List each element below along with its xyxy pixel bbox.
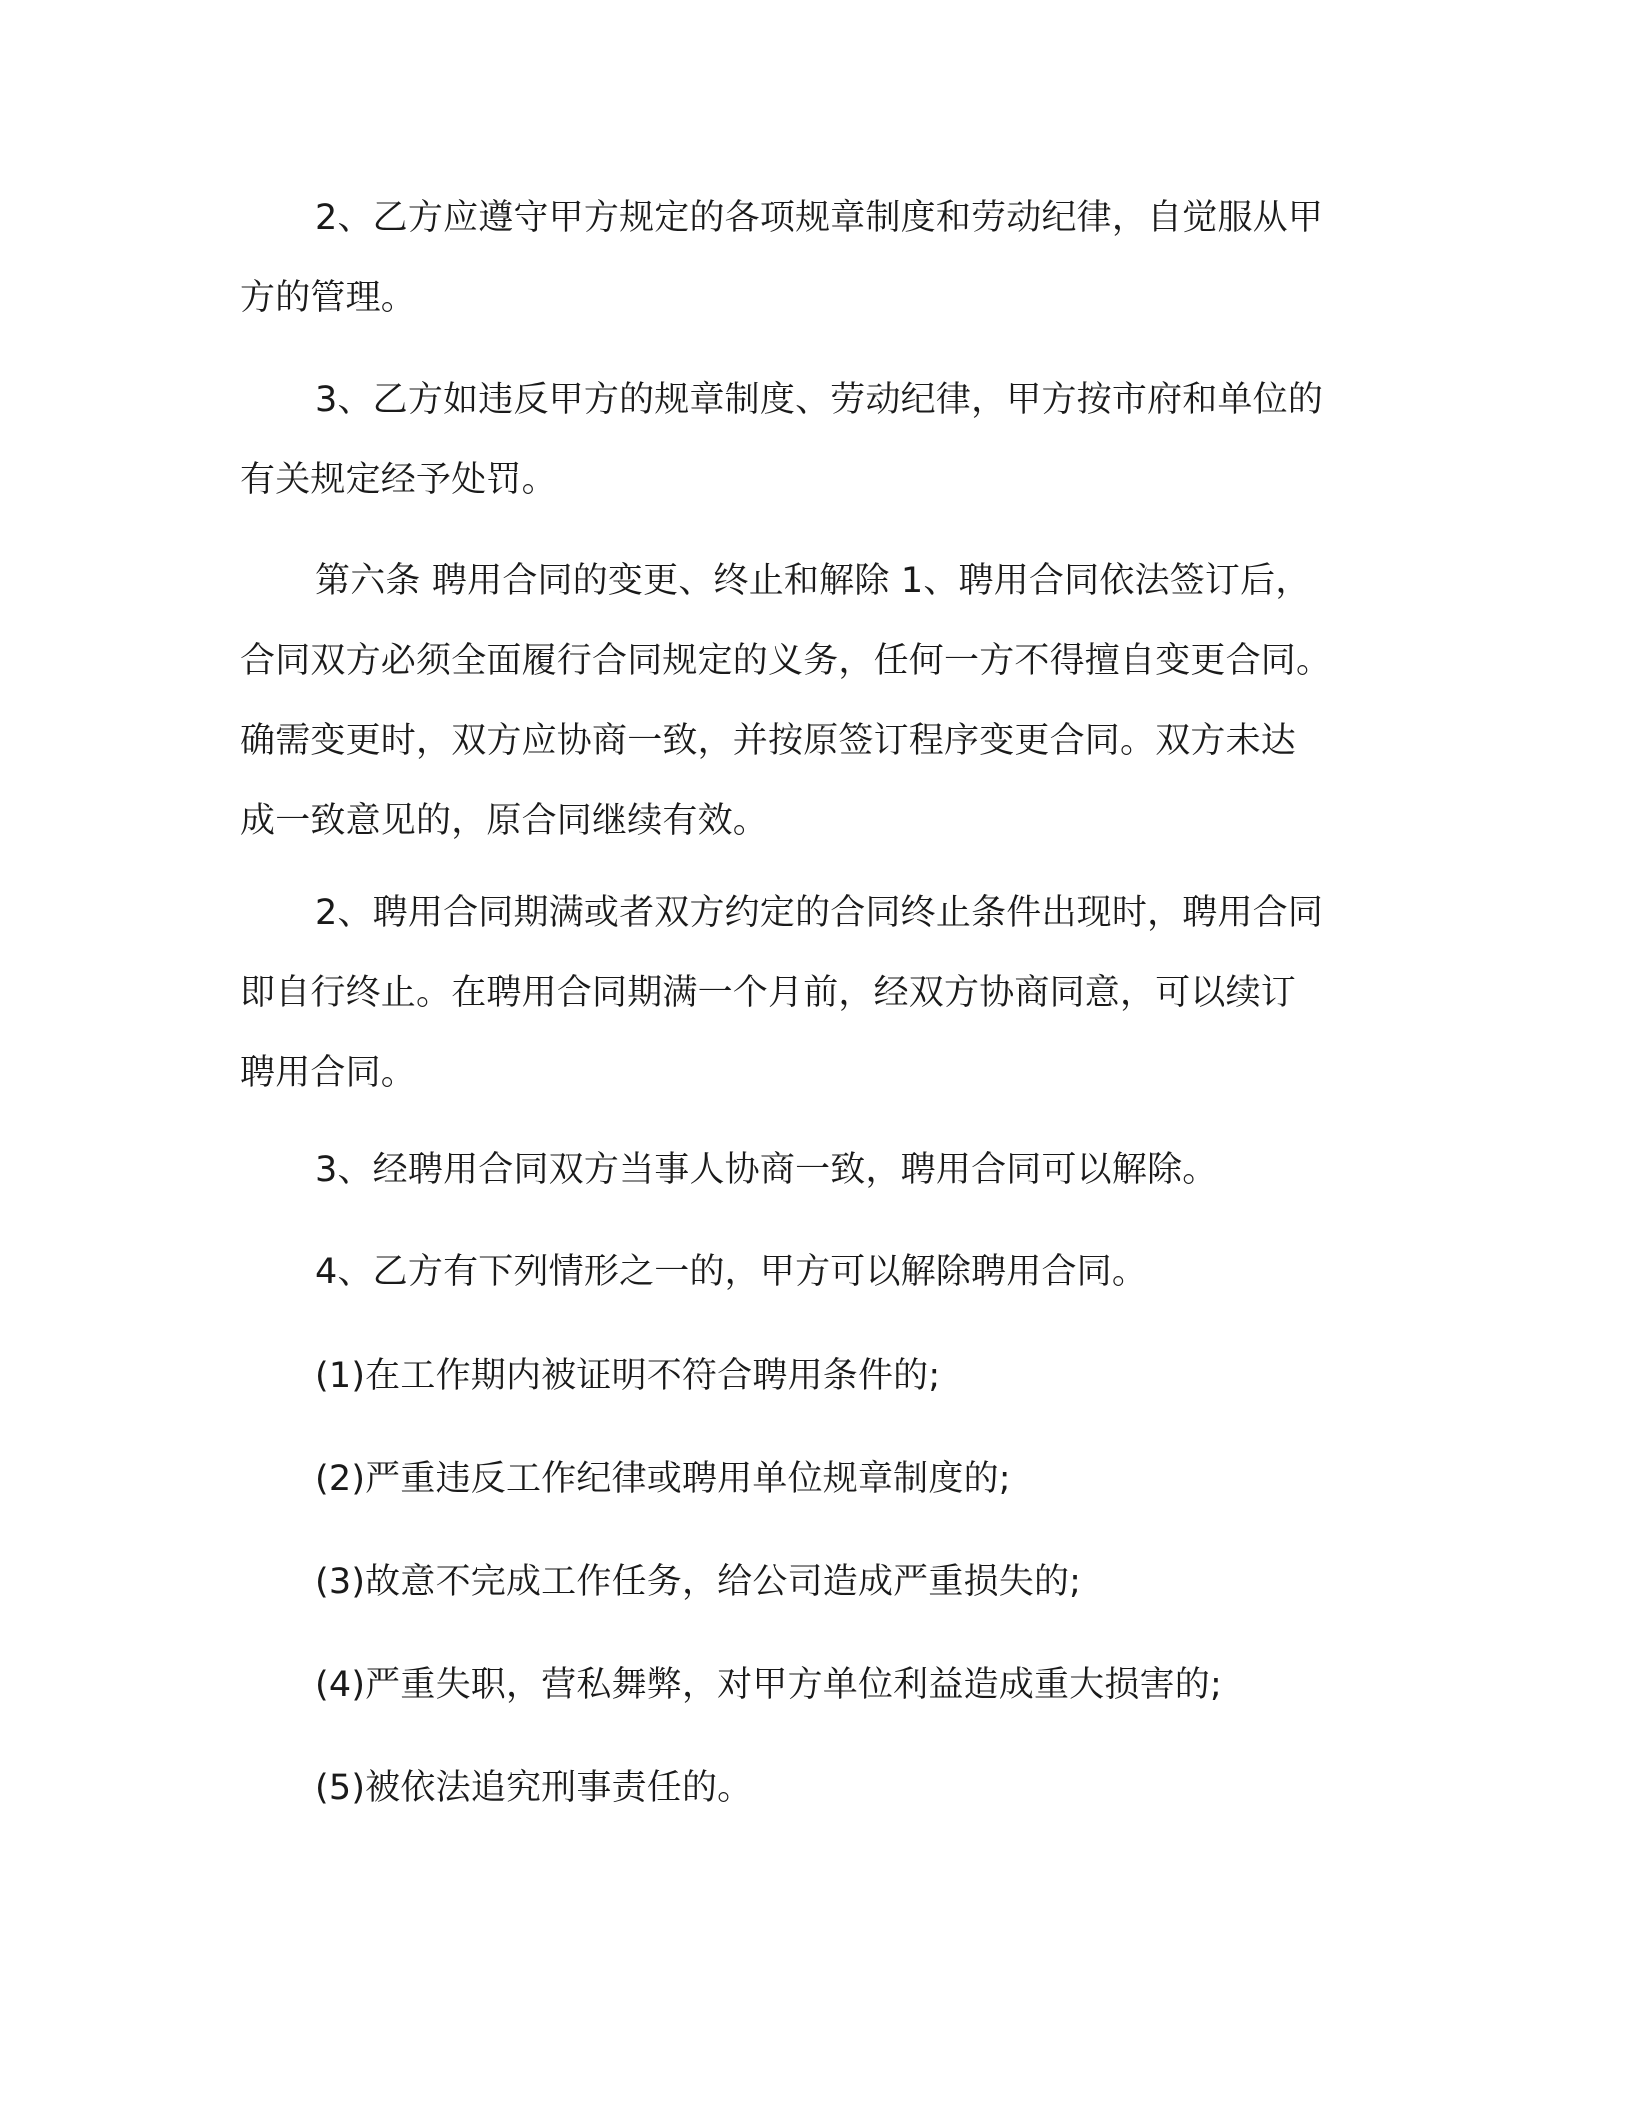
text-line: 即自行终止。在聘用合同期满一个月前，经双方协商同意，可以续订 xyxy=(240,973,1297,1013)
text-line: 合同双方必须全面履行合同规定的义务，任何一方不得擅自变更合同。 xyxy=(240,641,1332,681)
clause-3-penalty xyxy=(240,360,1410,520)
text-line: (5)被依法追究刑事责任的。 xyxy=(315,1768,753,1808)
clause-3-mutual-termination xyxy=(240,1130,1410,1210)
text-line: 3、经聘用合同双方当事人协商一致，聘用合同可以解除。 xyxy=(315,1150,1218,1190)
text-line: 3、乙方如违反甲方的规章制度、劳动纪律，甲方按市府和单位的 xyxy=(315,380,1324,420)
text-line: 第六条 聘用合同的变更、终止和解除 1、聘用合同依法签订后， xyxy=(315,561,1311,601)
text-line: (4)严重失职，营私舞弊，对甲方单位利益造成重大损害的; xyxy=(315,1665,1222,1705)
article-6-heading-paragraph xyxy=(240,541,1410,861)
text-line: (1)在工作期内被证明不符合聘用条件的; xyxy=(315,1356,941,1396)
text-line: 2、聘用合同期满或者双方约定的合同终止条件出现时，聘用合同 xyxy=(315,893,1324,933)
text-line: 确需变更时，双方应协商一致，并按原签订程序变更合同。双方未达 xyxy=(240,721,1297,761)
list-item-5 xyxy=(240,1748,1410,1828)
clause-2-expiry xyxy=(240,873,1410,1113)
list-item-2 xyxy=(240,1439,1410,1519)
clause-4-termination-conditions xyxy=(240,1232,1410,1312)
text-line: 成一致意见的，原合同继续有效。 xyxy=(240,801,769,841)
clause-2-compliance xyxy=(240,178,1410,338)
text-line: 2、乙方应遵守甲方规定的各项规章制度和劳动纪律，自觉服从甲 xyxy=(315,198,1324,238)
list-item-4 xyxy=(240,1645,1410,1725)
text-line: 有关规定经予处罚。 xyxy=(240,460,557,500)
list-item-3 xyxy=(240,1542,1410,1622)
text-line: 4、乙方有下列情形之一的，甲方可以解除聘用合同。 xyxy=(315,1252,1148,1292)
text-line: (3)故意不完成工作任务，给公司造成严重损失的; xyxy=(315,1562,1082,1602)
list-item-1 xyxy=(240,1336,1410,1416)
text-line: (2)严重违反工作纪律或聘用单位规章制度的; xyxy=(315,1459,1011,1499)
text-line: 聘用合同。 xyxy=(240,1053,417,1093)
text-line: 方的管理。 xyxy=(240,278,417,318)
